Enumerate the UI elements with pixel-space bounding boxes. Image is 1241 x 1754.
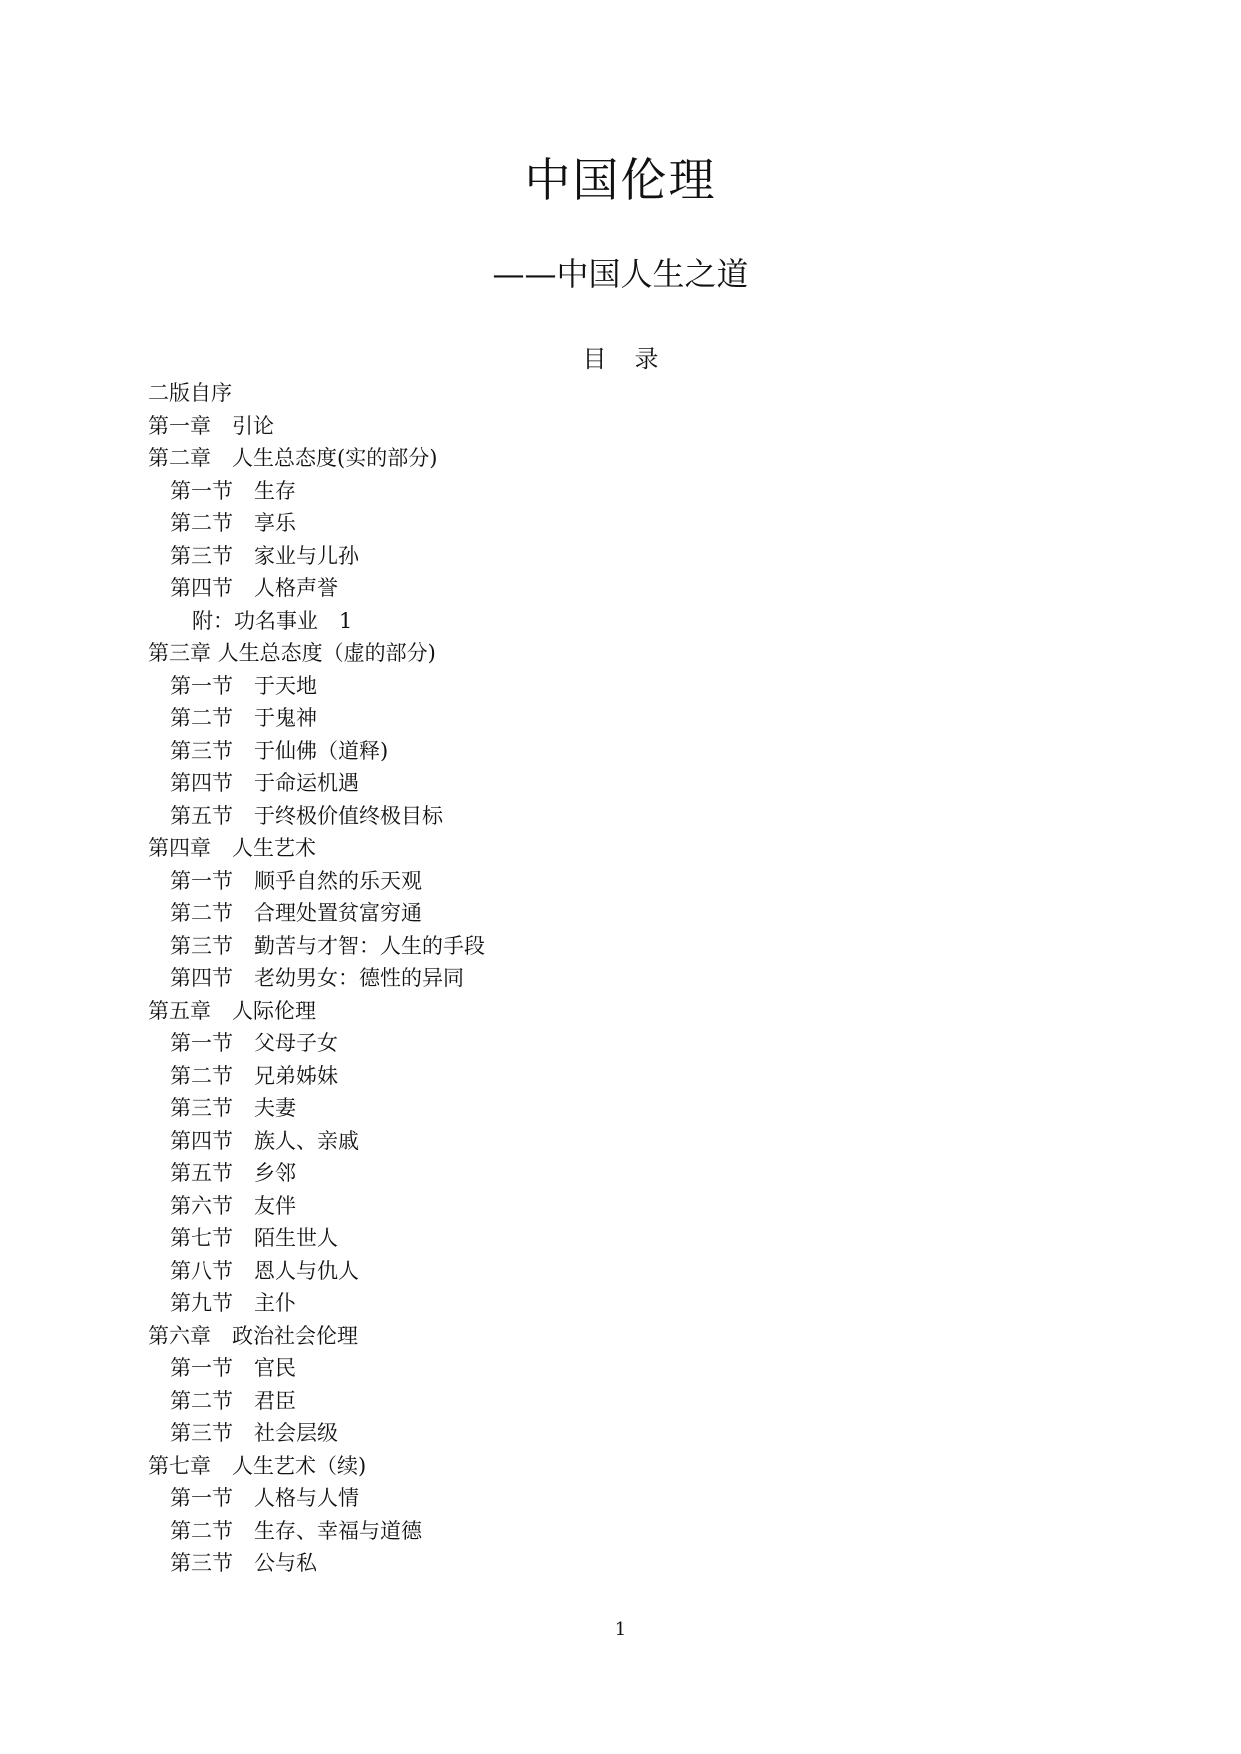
toc-heading-right: 录 xyxy=(634,345,659,373)
toc-section-entry: 第四节 于命运机遇 xyxy=(170,771,359,795)
toc-section-entry: 第三节 夫妻 xyxy=(170,1096,296,1120)
toc-chapter-entry: 第一章 引论 xyxy=(148,413,274,438)
toc-section-entry: 第八节 恩人与仇人 xyxy=(170,1258,359,1283)
toc-section-entry: 第一节 顺乎自然的乐天观 xyxy=(170,868,422,893)
toc-section-entry: 第三节 家业与儿孙 xyxy=(170,543,359,568)
toc-section-entry: 第六节 友伴 xyxy=(170,1193,296,1218)
toc-section-entry: 第三节 社会层级 xyxy=(170,1421,338,1445)
toc-section-entry: 第三节 公与私 xyxy=(170,1551,317,1575)
toc-section-entry: 第三节 于仙佛（道释) xyxy=(170,738,389,763)
toc-section-entry: 第五节 于终极价值终极目标 xyxy=(170,803,443,828)
toc-section-entry: 第四节 人格声誉 xyxy=(170,576,338,600)
toc-chapter-entry: 二版自序 xyxy=(148,381,232,405)
page-number: 1 xyxy=(614,1619,627,1640)
toc-section-entry: 第二节 合理处置贫富穷通 xyxy=(170,901,422,925)
toc-section-entry: 第一节 官民 xyxy=(170,1356,296,1380)
toc-section-entry: 第五节 乡邻 xyxy=(170,1161,296,1185)
toc-section-entry: 第三节 勤苦与才智：人生的手段 xyxy=(170,933,485,958)
document-title: 中国伦理 xyxy=(524,153,717,207)
toc-section-entry: 第二节 生存、幸福与道德 xyxy=(170,1518,422,1543)
toc-chapter-entry: 第七章 人生艺术（续) xyxy=(148,1453,367,1478)
toc-section-entry: 第一节 父母子女 xyxy=(170,1031,338,1055)
document-subtitle: ——中国人生之道 xyxy=(492,255,749,293)
toc-section-entry: 第二节 享乐 xyxy=(170,511,296,535)
toc-chapter-entry: 第三章 人生总态度（虚的部分) xyxy=(148,641,436,665)
table-of-contents xyxy=(148,377,1048,1580)
toc-section-entry: 第四节 族人、亲戚 xyxy=(170,1128,359,1153)
toc-section-entry: 第二节 君臣 xyxy=(170,1388,296,1413)
toc-section-entry: 第九节 主仆 xyxy=(170,1291,296,1315)
toc-section-entry: 第一节 人格与人情 xyxy=(170,1486,359,1510)
toc-heading xyxy=(0,342,1241,376)
toc-heading-left: 目 xyxy=(582,345,607,373)
toc-section-entry: 第一节 于天地 xyxy=(170,673,317,698)
toc-section-entry: 第二节 于鬼神 xyxy=(170,706,317,730)
toc-appendix-entry: 附：功名事业 1 xyxy=(192,608,353,633)
toc-chapter-entry: 第五章 人际伦理 xyxy=(148,998,316,1023)
toc-section-entry: 第一节 生存 xyxy=(170,478,296,503)
toc-chapter-entry: 第六章 政治社会伦理 xyxy=(148,1323,358,1348)
toc-chapter-entry: 第二章 人生总态度(实的部分) xyxy=(148,446,438,470)
toc-section-entry: 第七节 陌生世人 xyxy=(170,1226,338,1250)
toc-section-entry: 第四节 老幼男女：德性的异同 xyxy=(170,966,464,990)
toc-section-entry: 第二节 兄弟姊妹 xyxy=(170,1063,338,1088)
toc-chapter-entry: 第四章 人生艺术 xyxy=(148,836,316,860)
